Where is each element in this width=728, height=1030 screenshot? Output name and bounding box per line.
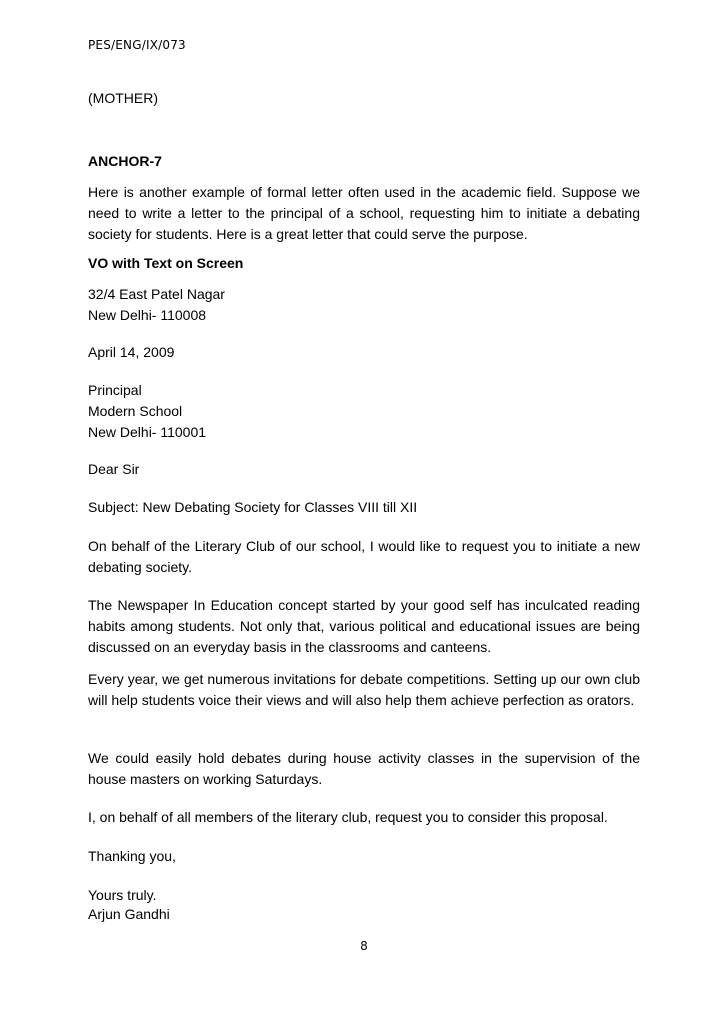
- letter-paragraph: The Newspaper In Education concept started by your good self has inculcated reading habits among students. Not only that, various political and educational issues are being discussed on an everyday basis in the classrooms and canteens.: [88, 597, 640, 655]
- recipient-address: [88, 380, 640, 443]
- letter-paragraph: Every year, we get numerous invitations for debate competitions. Setting up our own club will help students voice their views and will also help them achieve perfection as orators.: [88, 671, 640, 708]
- speaker-tag: (MOTHER): [88, 90, 158, 106]
- salutation: Dear Sir: [88, 461, 140, 477]
- letter-subject: Subject: New Debating Society for Classes VIII till XII: [88, 499, 418, 515]
- recipient-line: New Delhi- 110001: [88, 424, 207, 440]
- letter-thanks: Thanking you,: [88, 848, 176, 864]
- letter-date: April 14, 2009: [88, 344, 175, 360]
- anchor-intro-paragraph: Here is another example of formal letter often used in the academic field. Suppose we need to write a letter to the principal of a school, requesting him to initiate a debating society for students. Here is a great letter that could serve the purpose.: [88, 184, 640, 242]
- recipient-line: Principal: [88, 382, 142, 398]
- sender-address-line: New Delhi- 110008: [88, 307, 207, 323]
- anchor-heading: ANCHOR-7: [88, 153, 162, 169]
- sender-address-line: 32/4 East Patel Nagar: [88, 286, 225, 302]
- vo-heading: VO with Text on Screen: [88, 255, 244, 271]
- document-code: PES/ENG/IX/073: [88, 38, 186, 52]
- page-number: 8: [360, 939, 368, 953]
- letter-paragraph: We could easily hold debates during house activity classes in the supervision of the house masters on working Saturdays.: [88, 750, 640, 787]
- letter-paragraph: On behalf of the Literary Club of our school, I would like to request you to initiate a new debating society.: [88, 538, 640, 575]
- sender-address: [88, 284, 640, 326]
- letter-closing: Yours truly.: [88, 887, 157, 903]
- signature-name: Arjun Gandhi: [88, 906, 170, 922]
- letter-paragraph: I, on behalf of all members of the literary club, request you to consider this proposal.: [88, 809, 608, 825]
- recipient-line: Modern School: [88, 403, 183, 419]
